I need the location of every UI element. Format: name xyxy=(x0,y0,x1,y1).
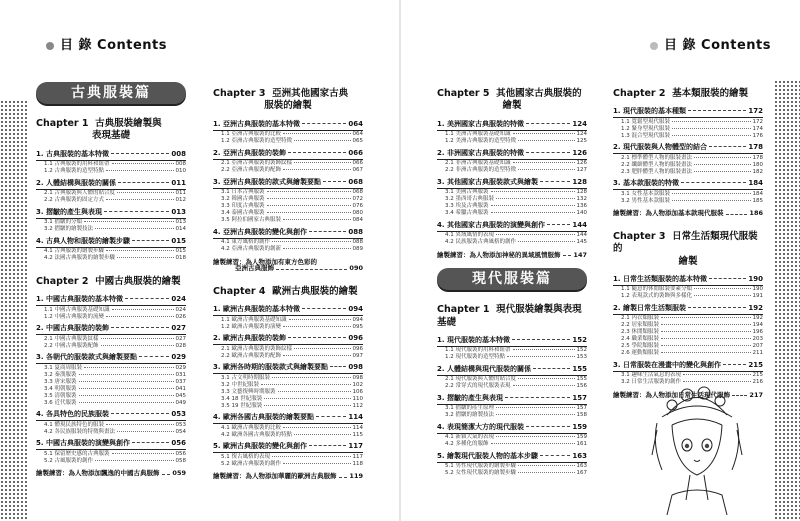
chapter-heading: Chapter 1 古典服裝繪製與 表現基礎 xyxy=(36,118,162,142)
toc-subsection[interactable]: 3.1 美國古典服裝 128 xyxy=(445,189,587,196)
page-number: 064 xyxy=(352,131,363,138)
page-number: 015 xyxy=(175,248,186,255)
page-number: 117 xyxy=(352,453,363,460)
page-number: 190 xyxy=(752,286,763,293)
halftone-left xyxy=(0,100,28,521)
page-number: 018 xyxy=(175,255,186,262)
page-number: 194 xyxy=(752,322,763,329)
page-number: 155 xyxy=(576,376,587,383)
toc-section[interactable]: 5. 中國古典服裝的演變與創作 056 xyxy=(36,439,186,448)
page-number: 114 xyxy=(352,424,363,431)
section-banner-classic: 古典服裝篇 xyxy=(36,82,186,104)
toc-subsection[interactable]: 2.1 歐洲古典服裝的裝飾紋樣 096 xyxy=(221,345,363,352)
page-number: 185 xyxy=(752,197,763,204)
toc-section[interactable]: 4. 亞洲古典服裝的變化與創作 088 xyxy=(213,227,363,236)
toc-subsection[interactable]: 2.1 非洲古典服裝基礎知識 126 xyxy=(445,160,587,167)
chapter-heading: Chapter 1 現代服裝繪製與表現基礎 xyxy=(437,304,582,328)
page-number: 167 xyxy=(576,470,587,477)
chapter-heading: Chapter 3 日常生活類現代服裝的 繪製 xyxy=(613,230,758,267)
toc-subsection[interactable]: 3.3 唐宋服裝 037 xyxy=(44,378,186,385)
page-number: 128 xyxy=(576,189,587,196)
page-number: 153 xyxy=(576,354,587,361)
toc-section[interactable]: 3. 基本款服裝的特徵 184 xyxy=(613,179,763,188)
page-number: 136 xyxy=(576,203,587,210)
page-number: 159 xyxy=(576,434,587,441)
page-number: 182 xyxy=(752,168,763,175)
page-number: 068 xyxy=(348,177,363,186)
section-list xyxy=(437,337,587,477)
section-list xyxy=(36,296,186,464)
header-right xyxy=(650,34,771,53)
page-number: 088 xyxy=(352,239,363,246)
divider xyxy=(213,373,363,374)
book-gutter xyxy=(399,0,401,521)
divider xyxy=(36,420,186,421)
page-number: 203 xyxy=(752,336,763,343)
page-number: 192 xyxy=(748,303,763,312)
toc-subsection[interactable]: 2.6 運動類服裝 211 xyxy=(621,350,763,357)
page-number: 102 xyxy=(352,381,363,388)
page-number: 008 xyxy=(175,161,186,168)
chapter-heading: Chapter 2 基本類服裝的繪製 xyxy=(613,88,749,99)
page-number: 029 xyxy=(171,353,186,362)
toc-column-2 xyxy=(213,88,363,480)
toc-subsection[interactable]: 1.1 古典服裝的用料和紐帶 008 xyxy=(44,161,186,168)
toc-subsection[interactable]: 1.1 亞洲古典服裝的比較 064 xyxy=(221,131,363,138)
page-number: 066 xyxy=(352,160,363,167)
page-number: 013 xyxy=(171,207,186,216)
practice-entry[interactable]: 繪製練習：為人物添加華麗的歐洲古典服飾 119 xyxy=(213,472,363,481)
toc-subsection[interactable]: 1.1 現代服裝的用料和紐帶 152 xyxy=(445,347,587,354)
toc-section[interactable]: 1. 美洲國家古典服裝的特徵 124 xyxy=(437,119,587,128)
page-number: 080 xyxy=(352,210,363,217)
toc-subsection[interactable]: 3.3 埃及古典服裝 136 xyxy=(445,203,587,210)
page-number: 211 xyxy=(752,350,763,357)
chapter-heading: Chapter 2 中國古典服裝的繪製 xyxy=(36,275,181,287)
toc-subsection[interactable]: 1.2 美洲古典服裝的造型特徵 125 xyxy=(445,138,587,145)
page-number: 097 xyxy=(352,352,363,359)
page-number: 068 xyxy=(352,189,363,196)
chapter-heading: Chapter 4 歐洲古典服裝的繪製 xyxy=(213,285,358,297)
toc-subsection[interactable]: 5.1 保留歷史感的古典服裝 056 xyxy=(44,450,186,457)
toc-section[interactable]: 1. 現代服裝的基本種類 172 xyxy=(613,107,763,116)
divider xyxy=(36,363,186,364)
page-number: 157 xyxy=(576,405,587,412)
toc-subsection[interactable]: 1.2 中國古典服裝的流變 026 xyxy=(44,313,186,320)
toc-subsection[interactable]: 2.1 標準體型人物的服裝畫法 178 xyxy=(621,154,763,161)
page-number: 125 xyxy=(576,138,587,145)
toc-subsection[interactable]: 2.3 肥胖體型人物的服裝畫法 182 xyxy=(621,168,763,175)
toc-subsection[interactable]: 2.2 纖細體型人物的服裝畫法 180 xyxy=(621,161,763,168)
page-number: 014 xyxy=(175,226,186,233)
toc-subsection[interactable]: 3.5 清朝服裝 045 xyxy=(44,392,186,399)
toc-subsection[interactable]: 1.2 表現款式的裝飾與多樣化 191 xyxy=(621,293,763,300)
page-number: 178 xyxy=(748,143,763,152)
page-number: 140 xyxy=(576,210,587,217)
toc-section[interactable]: 3. 其他國家古典服裝款式與繪製 128 xyxy=(437,177,587,186)
toc-section[interactable]: 2. 歐洲古典服裝的裝飾 096 xyxy=(213,334,363,343)
page-number: 012 xyxy=(175,197,186,204)
page-number: 176 xyxy=(752,132,763,139)
toc-subsection[interactable]: 5.1 男性現代服裝的繪製步驟 163 xyxy=(445,463,587,470)
toc-subsection[interactable]: 1.1 寬鬆型現代服裝 172 xyxy=(621,118,763,125)
toc-subsection[interactable]: 2.1 古典服裝與人體的貼合度 011 xyxy=(44,190,186,197)
toc-subsection[interactable]: 2.1 亞洲古典服裝的裝飾紋樣 066 xyxy=(221,160,363,167)
toc-subsection[interactable]: 5.1 復古風格的表現 117 xyxy=(221,453,363,460)
page-number: 127 xyxy=(576,167,587,174)
toc-section[interactable]: 5. 繪製現代服裝人物的基本步驟 163 xyxy=(437,451,587,460)
toc-section[interactable]: 4. 古典人物和服裝的繪製步驟 015 xyxy=(36,236,186,245)
page-number: 144 xyxy=(572,220,587,229)
toc-subsection[interactable]: 4.2 亞洲古典服裝的創新 089 xyxy=(221,246,363,253)
page-number: 124 xyxy=(576,131,587,138)
page-number: 076 xyxy=(352,203,363,210)
toc-subsection[interactable]: 3.2 男性基本款服裝 185 xyxy=(621,197,763,204)
divider xyxy=(36,449,186,450)
page-number: 054 xyxy=(175,428,186,435)
toc-section[interactable]: 1. 亞洲古典服裝的基本特徵 064 xyxy=(213,119,363,128)
toc-subsection[interactable]: 3.2 秦漢服裝 031 xyxy=(44,371,186,378)
page-number: 066 xyxy=(348,148,363,157)
section-list xyxy=(213,121,363,253)
toc-section[interactable]: 3. 亞洲古典服裝的款式與繪製要點 068 xyxy=(213,177,363,186)
toc-subsection[interactable]: 4.1 古典服裝的繪製步驟 015 xyxy=(44,248,186,255)
toc-subsection[interactable]: 3.1 趣味生活氣息的表現 215 xyxy=(621,372,763,379)
page-number: 145 xyxy=(576,239,587,246)
toc-subsection[interactable]: 1.2 緊身型現代服裝 174 xyxy=(621,125,763,132)
toc-subsection[interactable]: 2.2 亞洲古典服裝的配飾 067 xyxy=(221,167,363,174)
section-list xyxy=(613,276,763,386)
section-list xyxy=(36,151,186,262)
toc-section[interactable]: 2. 亞洲古典服裝的裝飾 066 xyxy=(213,148,363,157)
toc-subsection[interactable]: 2.4 職業類服裝 203 xyxy=(621,336,763,343)
practice-entry[interactable]: 繪製練習：為人物添加基本款現代服裝 186 xyxy=(613,209,763,218)
section-list xyxy=(213,306,363,467)
toc-subsection[interactable]: 5.2 古風服裝的創作 058 xyxy=(44,457,186,464)
toc-section[interactable]: 2. 繪製日常生活類服裝 192 xyxy=(613,303,763,312)
toc-subsection[interactable]: 2.2 居家類服裝 194 xyxy=(621,322,763,329)
page-number: 180 xyxy=(752,161,763,168)
page-number: 029 xyxy=(175,364,186,371)
section-list xyxy=(613,108,763,204)
divider xyxy=(36,305,186,306)
toc-subsection[interactable]: 3.4 希臘古典服裝 140 xyxy=(445,210,587,217)
bullet-icon xyxy=(46,42,54,50)
header-title-zh: 目 錄 xyxy=(664,38,697,53)
practice-entry[interactable]: 繪製練習：為人物添加神秘的異域風情服飾 147 xyxy=(437,250,587,259)
page-number: 192 xyxy=(752,315,763,322)
page-number: 184 xyxy=(748,179,763,188)
toc-subsection[interactable]: 1.3 混合型現代服裝 176 xyxy=(621,132,763,139)
page-number: 174 xyxy=(752,125,763,132)
toc-subsection[interactable]: 2.5 學院類服裝 207 xyxy=(621,343,763,350)
page-number: 152 xyxy=(572,335,587,344)
chapter-heading: Chapter 5 其他國家古典服裝的 繪製 xyxy=(437,88,582,112)
toc-subsection[interactable]: 2.1 內衣類服裝 192 xyxy=(621,315,763,322)
page-number: 024 xyxy=(175,306,186,313)
toc-subsection[interactable]: 2.2 歐洲古典服裝的配飾 097 xyxy=(221,352,363,359)
page-number: 098 xyxy=(352,374,363,381)
page-number: 126 xyxy=(576,160,587,167)
toc-subsection[interactable]: 4.1 體現民族特色的服裝 053 xyxy=(44,421,186,428)
page-number: 008 xyxy=(171,149,186,158)
toc-subsection[interactable]: 2.1 現代服裝與人體的貼合度 155 xyxy=(445,376,587,383)
page-number: 026 xyxy=(175,313,186,320)
page-number: 084 xyxy=(352,217,363,224)
toc-subsection[interactable]: 1.1 隨意的休閒服裝要素分類 190 xyxy=(621,286,763,293)
toc-section[interactable]: 2. 現代服裝與人物體型的結合 178 xyxy=(613,143,763,152)
page-number: 191 xyxy=(752,293,763,300)
toc-section[interactable]: 4. 表現簡潔大方的現代服裝 159 xyxy=(437,422,587,431)
page-number: 216 xyxy=(752,379,763,386)
header-title-en: Contents xyxy=(701,38,771,53)
header-title-zh: 目 錄 xyxy=(60,38,93,53)
page-number: 058 xyxy=(175,457,186,464)
toc-column-3 xyxy=(437,88,587,477)
toc-subsection[interactable]: 2.1 中國古典服裝紋樣 027 xyxy=(44,335,186,342)
toc-subsection[interactable]: 4.1 東方風格的創作 088 xyxy=(221,239,363,246)
page-number: 096 xyxy=(352,345,363,352)
page-number: 088 xyxy=(348,227,363,236)
page-number: 010 xyxy=(175,168,186,175)
page-number: 106 xyxy=(352,388,363,395)
page-number: 064 xyxy=(348,119,363,128)
divider xyxy=(36,334,186,335)
toc-section[interactable]: 2. 非洲國家古典服裝的特徵 126 xyxy=(437,148,587,157)
page-number: 178 xyxy=(752,154,763,161)
page-number: 157 xyxy=(572,393,587,402)
page-number: 094 xyxy=(348,305,363,314)
section-banner-modern: 現代服裝篇 xyxy=(437,268,587,290)
page-number: 053 xyxy=(171,410,186,419)
toc-subsection[interactable]: 1.1 歐洲古典服裝基礎知識 094 xyxy=(221,316,363,323)
toc-subsection[interactable]: 3.5 19 世紀服裝 112 xyxy=(221,402,363,409)
toc-section[interactable]: 3. 摺皺的產生與表現 013 xyxy=(36,207,186,216)
toc-subsection[interactable]: 4.2 民族服裝古典風格的創作 145 xyxy=(445,239,587,246)
page-number: 159 xyxy=(572,422,587,431)
page-number: 115 xyxy=(352,431,363,438)
header-left xyxy=(46,34,167,53)
toc-subsection[interactable]: 3.2 中世紀服裝 102 xyxy=(221,381,363,388)
halftone-right xyxy=(774,80,800,521)
page-number: 011 xyxy=(171,178,186,187)
header-title-en: Contents xyxy=(97,38,167,53)
toc-section[interactable]: 4. 各具特色的民族服裝 053 xyxy=(36,410,186,419)
practice-entry[interactable]: 繪製練習：為人物添加有東方色彩的 亞洲古典服飾 090 xyxy=(213,257,363,273)
page-number: 065 xyxy=(352,138,363,145)
page-number: 053 xyxy=(175,421,186,428)
toc-subsection[interactable]: 3.2 日常生活服裝的創作 216 xyxy=(621,379,763,386)
page-number: 056 xyxy=(171,439,186,448)
toc-subsection[interactable]: 1.2 亞洲古典服裝的造型特徵 065 xyxy=(221,138,363,145)
page-number: 132 xyxy=(576,196,587,203)
page-number: 128 xyxy=(572,177,587,186)
page-number: 172 xyxy=(752,118,763,125)
toc-section[interactable]: 3. 各朝代的服裝款式與繪製要點 029 xyxy=(36,353,186,362)
toc-subsection[interactable]: 2.2 非洲古典服裝的造型特徵 127 xyxy=(445,167,587,174)
toc-subsection[interactable]: 1.1 美洲古典服裝基礎知識 124 xyxy=(445,131,587,138)
page-number: 089 xyxy=(352,246,363,253)
page-number: 013 xyxy=(175,219,186,226)
page-number: 118 xyxy=(352,460,363,467)
toc-column-4 xyxy=(613,88,763,398)
toc-section[interactable]: 1. 古典服裝的基本特徵 008 xyxy=(36,149,186,158)
toc-subsection[interactable]: 5.2 歐洲古典服裝的創作 118 xyxy=(221,460,363,467)
page-number: 156 xyxy=(576,383,587,390)
page-number: 161 xyxy=(576,441,587,448)
page-number: 126 xyxy=(572,148,587,157)
toc-section[interactable]: 2. 人體結構與現代服裝的關係 155 xyxy=(437,364,587,373)
toc-section[interactable]: 1. 日常生活類服裝的基本特徵 190 xyxy=(613,274,763,283)
page-number: 196 xyxy=(752,329,763,336)
page-number: 095 xyxy=(352,323,363,330)
page-number: 037 xyxy=(175,378,186,385)
toc-section[interactable]: 2. 中國古典服裝的裝飾 027 xyxy=(36,324,186,333)
page-number: 067 xyxy=(352,167,363,174)
page-number: 110 xyxy=(352,395,363,402)
girl-headdress-illustration xyxy=(642,375,752,515)
page-number: 024 xyxy=(171,295,186,304)
toc-subsection[interactable]: 4.2 歐洲各國古典服裝的特點 115 xyxy=(221,431,363,438)
toc-subsection[interactable]: 4.1 新穎大氣的表現 159 xyxy=(445,434,587,441)
toc-section[interactable]: 3. 摺皺的產生與表現 157 xyxy=(437,393,587,402)
toc-subsection[interactable]: 3.4 明朝服裝 041 xyxy=(44,385,186,392)
toc-subsection[interactable]: 3.2 摺皺的繪製技法 014 xyxy=(44,226,186,233)
page-number: 056 xyxy=(175,450,186,457)
toc-section[interactable]: 1. 現代服裝的基本特徵 152 xyxy=(437,335,587,344)
page-number: 027 xyxy=(171,324,186,333)
page-number: 155 xyxy=(572,364,587,373)
page-number: 172 xyxy=(748,107,763,116)
toc-subsection[interactable]: 1.1 中國古典服裝基礎知識 024 xyxy=(44,306,186,313)
toc-subsection[interactable]: 4.2 多種化的服飾 161 xyxy=(445,441,587,448)
toc-subsection[interactable]: 3.3 文藝復興時期服裝 106 xyxy=(221,388,363,395)
toc-subsection[interactable]: 3.1 古文明時期服裝 098 xyxy=(221,374,363,381)
page-number: 114 xyxy=(348,413,363,422)
toc-section[interactable]: 1. 中國古典服裝的基本特徵 024 xyxy=(36,295,186,304)
page-number: 215 xyxy=(748,360,763,369)
page-number: 163 xyxy=(572,451,587,460)
toc-subsection[interactable]: 1.2 古典服裝的造型特點 010 xyxy=(44,168,186,175)
chapter-heading: Chapter 3 亞洲其他國家古典 服裝的繪製 xyxy=(213,88,349,112)
page-number: 163 xyxy=(576,463,587,470)
page-number: 045 xyxy=(175,392,186,399)
toc-subsection[interactable]: 2.3 休閒類服裝 196 xyxy=(621,329,763,336)
toc-subsection[interactable]: 3.5 阿拉伯國家古典服裝 084 xyxy=(221,217,363,224)
practice-entry[interactable]: 繪製練習：為人物添加飄逸的中國古典服飾 059 xyxy=(36,469,186,478)
divider xyxy=(213,344,363,345)
page-number: 041 xyxy=(175,385,186,392)
toc-subsection[interactable]: 1.2 現代服裝的造型特點 153 xyxy=(445,354,587,361)
toc-subsection[interactable]: 4.1 歐洲古典服裝的比較 114 xyxy=(221,424,363,431)
practice-entry[interactable]: 繪製練習：為人物添加日常生活現代服飾 217 xyxy=(613,390,763,399)
toc-subsection[interactable]: 4.2 各民族服裝的特徵與畫法 054 xyxy=(44,428,186,435)
page-number: 184 xyxy=(752,190,763,197)
toc-subsection[interactable]: 3.4 泰國古典服裝 080 xyxy=(221,210,363,217)
page-number: 049 xyxy=(175,399,186,406)
page-number: 117 xyxy=(348,442,363,451)
toc-subsection[interactable]: 3.1 日本古典服裝 068 xyxy=(221,189,363,196)
page-number: 015 xyxy=(171,236,186,245)
page-number: 072 xyxy=(352,196,363,203)
toc-subsection[interactable]: 3.3 印度古典服裝 076 xyxy=(221,203,363,210)
toc-section[interactable]: 3. 日常服裝在漫畫中的變化與創作 215 xyxy=(613,360,763,369)
toc-subsection[interactable]: 3.2 墨西哥古典服裝 132 xyxy=(445,196,587,203)
page-number: 215 xyxy=(752,372,763,379)
toc-section[interactable]: 4. 歐洲各國古典服裝的繪製要點 114 xyxy=(213,413,363,422)
toc-subsection[interactable]: 3.4 18 世紀服裝 110 xyxy=(221,395,363,402)
toc-subsection[interactable]: 2.2 常穿式的現代服裝表現 156 xyxy=(445,383,587,390)
divider xyxy=(213,423,363,424)
page-number: 094 xyxy=(352,316,363,323)
toc-subsection[interactable]: 3.6 近代服裝 049 xyxy=(44,399,186,406)
toc-section[interactable]: 2. 人體結構與服裝的關係 011 xyxy=(36,178,186,187)
toc-section[interactable]: 5. 歐洲古典服裝的變化與創作 117 xyxy=(213,442,363,451)
toc-section[interactable]: 4. 其他國家古典服裝的演變與創作 144 xyxy=(437,220,587,229)
toc-subsection[interactable]: 3.1 摺皺的產生原理 157 xyxy=(445,405,587,412)
section-list xyxy=(437,121,587,246)
toc-subsection[interactable]: 2.2 中國古典服裝配飾 028 xyxy=(44,342,186,349)
divider xyxy=(213,452,363,453)
page-number: 028 xyxy=(175,342,186,349)
toc-subsection[interactable]: 3.1 摺皺的分類 013 xyxy=(44,219,186,226)
toc-subsection[interactable]: 5.2 女性現代服裝的繪製步驟 167 xyxy=(445,470,587,477)
page-number: 144 xyxy=(576,232,587,239)
page-number: 031 xyxy=(175,371,186,378)
toc-subsection[interactable]: 3.2 韓國古典服裝 072 xyxy=(221,196,363,203)
page-number: 027 xyxy=(175,335,186,342)
toc-subsection[interactable]: 4.2 法國古典服裝的繪製步驟 018 xyxy=(44,255,186,262)
toc-column-1 xyxy=(36,82,186,477)
divider xyxy=(213,315,363,316)
page-number: 124 xyxy=(572,119,587,128)
page-number: 207 xyxy=(752,343,763,350)
toc-subsection[interactable]: 3.1 夏商周服裝 029 xyxy=(44,364,186,371)
page-number: 152 xyxy=(576,347,587,354)
page-number: 011 xyxy=(175,190,186,197)
toc-subsection[interactable]: 2.2 古典服裝的固定方式 012 xyxy=(44,197,186,204)
page-number: 158 xyxy=(576,412,587,419)
page-number: 096 xyxy=(348,334,363,343)
toc-subsection[interactable]: 1.2 歐洲古典服裝的演變 095 xyxy=(221,323,363,330)
toc-subsection[interactable]: 3.1 女性基本款服裝 184 xyxy=(621,190,763,197)
toc-section[interactable]: 1. 歐洲古典服裝的基本特徵 094 xyxy=(213,305,363,314)
toc-section[interactable]: 3. 歐洲各時期的服裝款式與繪製要點 098 xyxy=(213,363,363,372)
toc-subsection[interactable]: 3.2 摺皺的繪製技法 158 xyxy=(445,412,587,419)
page-number: 112 xyxy=(352,402,363,409)
page-number: 190 xyxy=(748,274,763,283)
page-number: 098 xyxy=(348,363,363,372)
bullet-icon xyxy=(650,42,658,50)
toc-subsection[interactable]: 4.1 異域風情的表現 144 xyxy=(445,232,587,239)
